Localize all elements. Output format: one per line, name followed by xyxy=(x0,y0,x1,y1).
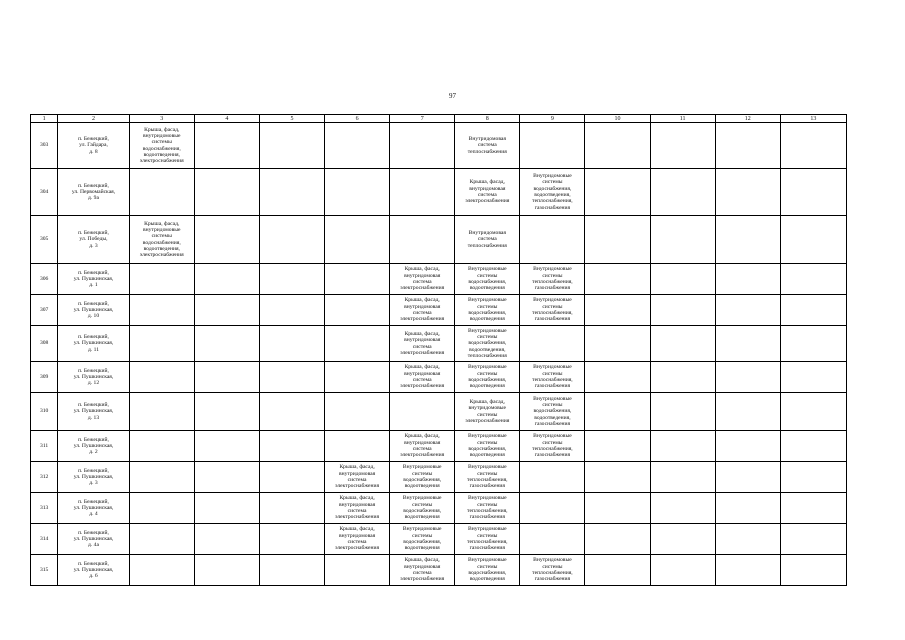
col11-cell xyxy=(650,264,715,295)
col13-cell xyxy=(780,524,846,555)
col3-cell: Крыша, фасад, внутридомовые системы водоснабжения, водоотведения, электроснабжения xyxy=(129,123,194,169)
column-header: 11 xyxy=(650,115,715,123)
col4-cell xyxy=(194,295,259,326)
row-number-cell: 315 xyxy=(31,555,58,586)
col13-cell xyxy=(780,264,846,295)
col8-cell: Внутридомовая система теплоснабжения xyxy=(455,216,520,264)
col7-cell xyxy=(390,169,455,216)
col12-cell xyxy=(715,431,780,462)
row-number-cell: 309 xyxy=(31,362,58,393)
col7-cell: Крыша, фасад, внутридомовая система электроснабжения xyxy=(390,295,455,326)
col10-cell xyxy=(585,555,650,586)
row-number-cell: 312 xyxy=(31,462,58,493)
col11-cell xyxy=(650,362,715,393)
col12-cell xyxy=(715,123,780,169)
col3-cell xyxy=(129,326,194,362)
col7-cell xyxy=(390,393,455,431)
col7-cell xyxy=(390,123,455,169)
col7-cell: Крыша, фасад, внутридомовая система электроснабжения xyxy=(390,326,455,362)
col5-cell xyxy=(259,393,324,431)
col7-cell: Внутридомовые системы водоснабжения, водоотведения xyxy=(390,462,455,493)
col11-cell xyxy=(650,216,715,264)
col4-cell xyxy=(194,524,259,555)
column-header: 9 xyxy=(520,115,585,123)
col7-cell: Крыша, фасад, внутридомовая система электроснабжения xyxy=(390,264,455,295)
col13-cell xyxy=(780,295,846,326)
col4-cell xyxy=(194,216,259,264)
col11-cell xyxy=(650,431,715,462)
col11-cell xyxy=(650,169,715,216)
table-row xyxy=(31,555,847,586)
col4-cell xyxy=(194,169,259,216)
col9-cell xyxy=(520,326,585,362)
table-row xyxy=(31,362,847,393)
address-cell: п. Бежецкий, ул. Пушкинская, д. 11 xyxy=(58,326,129,362)
row-number-cell: 308 xyxy=(31,326,58,362)
col6-cell xyxy=(325,264,390,295)
col11-cell xyxy=(650,326,715,362)
col9-cell: Внутридомовые системы теплоснабжения, газоснабжения xyxy=(520,431,585,462)
col8-cell: Внутридомовые системы водоснабжения, водоотведения xyxy=(455,555,520,586)
col8-cell: Внутридомовые системы теплоснабжения, газоснабжения xyxy=(455,493,520,524)
col4-cell xyxy=(194,555,259,586)
col3-cell xyxy=(129,555,194,586)
col6-cell xyxy=(325,295,390,326)
col3-cell xyxy=(129,393,194,431)
address-cell: п. Бежецкий, ул. Пушкинская, д. 13 xyxy=(58,393,129,431)
col12-cell xyxy=(715,216,780,264)
row-number-cell: 311 xyxy=(31,431,58,462)
column-header: 7 xyxy=(390,115,455,123)
col5-cell xyxy=(259,462,324,493)
col5-cell xyxy=(259,216,324,264)
column-header: 1 xyxy=(31,115,58,123)
col8-cell: Внутридомовые системы водоснабжения, водоотведения, теплоснабжения xyxy=(455,326,520,362)
col8-cell: Внутридомовая система теплоснабжения xyxy=(455,123,520,169)
column-header: 2 xyxy=(58,115,129,123)
column-header: 6 xyxy=(325,115,390,123)
col10-cell xyxy=(585,295,650,326)
col5-cell xyxy=(259,493,324,524)
repair-schedule-table xyxy=(30,114,847,586)
col3-cell xyxy=(129,493,194,524)
col13-cell xyxy=(780,462,846,493)
col5-cell xyxy=(259,362,324,393)
col8-cell: Крыша, фасад, внутридомовые системы электроснабжения xyxy=(455,393,520,431)
col8-cell: Внутридомовые системы теплоснабжения, газоснабжения xyxy=(455,462,520,493)
col6-cell: Крыша, фасад, внутридомовая система электроснабжения xyxy=(325,462,390,493)
col13-cell xyxy=(780,431,846,462)
col5-cell xyxy=(259,524,324,555)
col9-cell: Внутридомовые системы теплоснабжения, газоснабжения xyxy=(520,555,585,586)
table-row xyxy=(31,393,847,431)
table-row xyxy=(31,326,847,362)
col10-cell xyxy=(585,493,650,524)
col11-cell xyxy=(650,493,715,524)
col4-cell xyxy=(194,264,259,295)
row-number-cell: 305 xyxy=(31,216,58,264)
address-cell: п. Бежецкий, ул. Пушкинская, д. 3 xyxy=(58,462,129,493)
col5-cell xyxy=(259,431,324,462)
table-row xyxy=(31,295,847,326)
table-row xyxy=(31,123,847,169)
row-number-cell: 306 xyxy=(31,264,58,295)
col4-cell xyxy=(194,326,259,362)
col12-cell xyxy=(715,462,780,493)
col11-cell xyxy=(650,555,715,586)
col11-cell xyxy=(650,462,715,493)
column-header: 12 xyxy=(715,115,780,123)
col12-cell xyxy=(715,295,780,326)
col4-cell xyxy=(194,393,259,431)
col3-cell xyxy=(129,295,194,326)
col10-cell xyxy=(585,362,650,393)
column-header: 13 xyxy=(780,115,846,123)
col7-cell: Крыша, фасад, внутридомовая система электроснабжения xyxy=(390,555,455,586)
col12-cell xyxy=(715,393,780,431)
row-number-cell: 303 xyxy=(31,123,58,169)
col7-cell: Крыша, фасад, внутридомовая система электроснабжения xyxy=(390,362,455,393)
col9-cell: Внутридомовые системы теплоснабжения, газоснабжения xyxy=(520,264,585,295)
col6-cell: Крыша, фасад, внутридомовая система электроснабжения xyxy=(325,493,390,524)
address-cell: п. Бежецкий, ул. Пушкинская, д. 6 xyxy=(58,555,129,586)
col6-cell xyxy=(325,555,390,586)
col5-cell xyxy=(259,169,324,216)
row-number-cell: 304 xyxy=(31,169,58,216)
col6-cell xyxy=(325,169,390,216)
col6-cell xyxy=(325,362,390,393)
col9-cell xyxy=(520,123,585,169)
col3-cell xyxy=(129,431,194,462)
column-header: 4 xyxy=(194,115,259,123)
header-row xyxy=(31,115,847,123)
col11-cell xyxy=(650,295,715,326)
col5-cell xyxy=(259,123,324,169)
col10-cell xyxy=(585,123,650,169)
table-row xyxy=(31,462,847,493)
table-body xyxy=(31,115,847,586)
column-header: 3 xyxy=(129,115,194,123)
col7-cell: Внутридомовые системы водоснабжения, водоотведения xyxy=(390,493,455,524)
col13-cell xyxy=(780,123,846,169)
col9-cell xyxy=(520,216,585,264)
col8-cell: Крыша, фасад, внутридомовая система электроснабжения xyxy=(455,169,520,216)
col10-cell xyxy=(585,462,650,493)
col6-cell xyxy=(325,123,390,169)
col5-cell xyxy=(259,264,324,295)
table-row xyxy=(31,493,847,524)
col12-cell xyxy=(715,362,780,393)
col6-cell xyxy=(325,393,390,431)
col13-cell xyxy=(780,362,846,393)
table-row xyxy=(31,431,847,462)
col12-cell xyxy=(715,326,780,362)
col5-cell xyxy=(259,326,324,362)
column-header: 10 xyxy=(585,115,650,123)
table-row xyxy=(31,264,847,295)
address-cell: п. Бежецкий, ул. Пушкинская, д. 4 xyxy=(58,493,129,524)
col7-cell xyxy=(390,216,455,264)
table-row xyxy=(31,524,847,555)
col10-cell xyxy=(585,264,650,295)
col9-cell xyxy=(520,493,585,524)
row-number-cell: 307 xyxy=(31,295,58,326)
col9-cell: Внутридомовые системы теплоснабжения, газоснабжения xyxy=(520,362,585,393)
col4-cell xyxy=(194,362,259,393)
col12-cell xyxy=(715,493,780,524)
col11-cell xyxy=(650,524,715,555)
col8-cell: Внутридомовые системы водоснабжения, водоотведения xyxy=(455,362,520,393)
col10-cell xyxy=(585,326,650,362)
col10-cell xyxy=(585,393,650,431)
column-header: 5 xyxy=(259,115,324,123)
address-cell: п. Бежецкий, ул. Первомайская, д. 9а xyxy=(58,169,129,216)
col13-cell xyxy=(780,555,846,586)
col9-cell: Внутридомовые системы водоснабжения, водоотведения, газоснабжения xyxy=(520,393,585,431)
col13-cell xyxy=(780,326,846,362)
address-cell: п. Бежецкий, ул. Пушкинская, д. 12 xyxy=(58,362,129,393)
col11-cell xyxy=(650,123,715,169)
col10-cell xyxy=(585,169,650,216)
page-number: 97 xyxy=(449,92,456,100)
col3-cell xyxy=(129,524,194,555)
row-number-cell: 313 xyxy=(31,493,58,524)
col4-cell xyxy=(194,431,259,462)
col6-cell xyxy=(325,326,390,362)
col9-cell: Внутридомовые системы теплоснабжения, газоснабжения xyxy=(520,295,585,326)
address-cell: п. Бежецкий, ул. Пушкинская, д. 2 xyxy=(58,431,129,462)
col4-cell xyxy=(194,123,259,169)
table-row xyxy=(31,169,847,216)
address-cell: п. Бежецкий, ул. Пушкинская, д. 10 xyxy=(58,295,129,326)
col7-cell: Внутридомовые системы водоснабжения, водоотведения xyxy=(390,524,455,555)
col13-cell xyxy=(780,393,846,431)
col6-cell: Крыша, фасад, внутридомовая система электроснабжения xyxy=(325,524,390,555)
col10-cell xyxy=(585,216,650,264)
col12-cell xyxy=(715,524,780,555)
col11-cell xyxy=(650,393,715,431)
col3-cell: Крыша, фасад, внутридомовые системы водоснабжения, водоотведения, электроснабжения xyxy=(129,216,194,264)
col9-cell xyxy=(520,462,585,493)
col5-cell xyxy=(259,295,324,326)
col7-cell: Крыша, фасад, внутридомовая система электроснабжения xyxy=(390,431,455,462)
col12-cell xyxy=(715,555,780,586)
col8-cell: Внутридомовые системы водоснабжения, водоотведения xyxy=(455,431,520,462)
col13-cell xyxy=(780,169,846,216)
col8-cell: Внутридомовые системы теплоснабжения, газоснабжения xyxy=(455,524,520,555)
col9-cell: Внутридомовые системы водоснабжения, водоотведения, теплоснабжения, газоснабжения xyxy=(520,169,585,216)
row-number-cell: 310 xyxy=(31,393,58,431)
col4-cell xyxy=(194,493,259,524)
col13-cell xyxy=(780,493,846,524)
address-cell: п. Бежецкий, ул. Пушкинская, д. 4а xyxy=(58,524,129,555)
col10-cell xyxy=(585,524,650,555)
address-cell: п. Бежецкий, ул. Победы, д. 3 xyxy=(58,216,129,264)
col3-cell xyxy=(129,362,194,393)
col8-cell: Внутридомовые системы водоснабжения, водоотведения xyxy=(455,264,520,295)
row-number-cell: 314 xyxy=(31,524,58,555)
col5-cell xyxy=(259,555,324,586)
col3-cell xyxy=(129,169,194,216)
col9-cell xyxy=(520,524,585,555)
col8-cell: Внутридомовые системы водоснабжения, водоотведения xyxy=(455,295,520,326)
address-cell: п. Бежецкий, ул. Пушкинская, д. 1 xyxy=(58,264,129,295)
col13-cell xyxy=(780,216,846,264)
address-cell: п. Бежецкий, ул. Гайдара, д. 8 xyxy=(58,123,129,169)
column-header: 8 xyxy=(455,115,520,123)
col6-cell xyxy=(325,431,390,462)
col12-cell xyxy=(715,169,780,216)
col4-cell xyxy=(194,462,259,493)
col3-cell xyxy=(129,462,194,493)
col6-cell xyxy=(325,216,390,264)
table-row xyxy=(31,216,847,264)
col10-cell xyxy=(585,431,650,462)
col12-cell xyxy=(715,264,780,295)
col3-cell xyxy=(129,264,194,295)
